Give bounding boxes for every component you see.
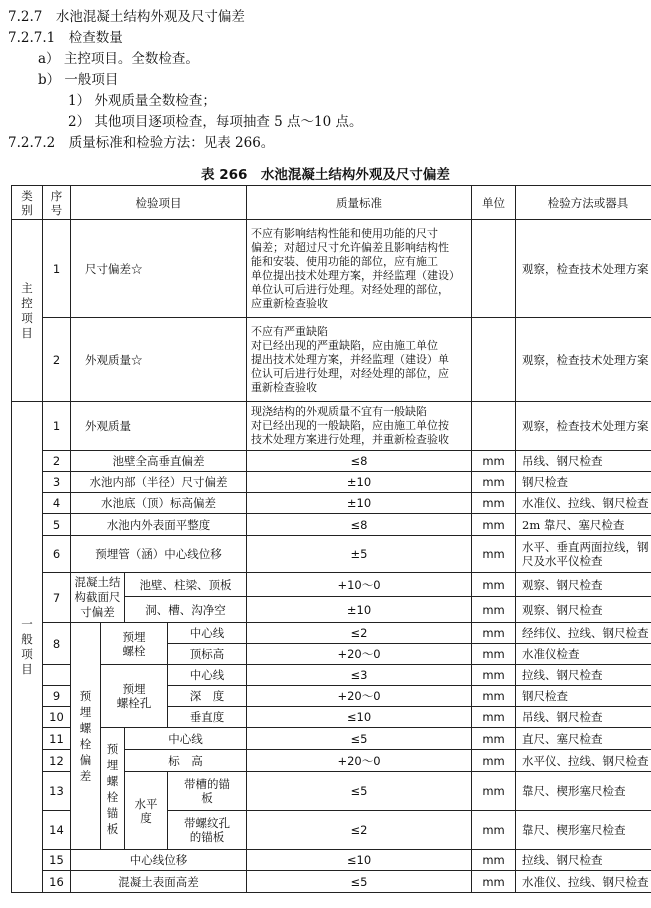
unit-cell: mm (472, 451, 516, 472)
method-cell: 吊线、钢尺检查 (516, 707, 651, 728)
table-row (12, 472, 651, 493)
unit-cell: mm (472, 686, 516, 707)
item-cell: 带槽的锚 板 (168, 772, 247, 811)
standard-cell: 不应有影响结构性能和使用功能的尺寸 偏差；对超过尺寸允许偏差且影响结构性 能和安装、使用功能的部位，应有施工 单位提出技术处理方案，并经监理（建设） 单位认可后进行处理。对经处理的部位， 应重新检查验收 (247, 220, 472, 318)
sub-group-cell: 预埋 螺栓孔 (101, 665, 168, 728)
method-cell: 水准仪、拉线、钢尺检查 (516, 493, 651, 514)
item-cell: 预埋管（涵）中心线位移 (71, 536, 247, 573)
method-cell: 2m 靠尺、塞尺检查 (516, 514, 651, 536)
item-cell: 外观质量 (71, 402, 247, 451)
seq-cell: 4 (43, 493, 71, 514)
standard-cell: 不应有严重缺陷 对已经出现的严重缺陷，应由施工单位 提出技术处理方案，并经监理（建设）单 位认可后进行处理，对经处理的部位，应 重新检查验收 (247, 318, 472, 402)
sub-group-level: 水平 度 (125, 772, 168, 850)
item-b2: 2） 其他项目逐项检查，每项抽查 5 点～10 点。 (68, 114, 363, 130)
standard-cell: ±10 (247, 472, 472, 493)
unit-cell: mm (472, 707, 516, 728)
seq-cell: 8 (43, 623, 71, 665)
seq-cell: 7 (43, 573, 71, 623)
table-row (12, 451, 651, 472)
method-cell: 观察，检查技术处理方案 (516, 318, 651, 402)
method-cell: 靠尺、楔形塞尺检查 (516, 772, 651, 811)
unit-cell: mm (472, 728, 516, 750)
category-main-control: 主 控 项 目 (12, 220, 43, 402)
seq-cell: 1 (43, 220, 71, 318)
unit-cell (472, 220, 516, 318)
sub-group-cell: 预埋 螺栓 锚板 (101, 728, 125, 850)
standard-cell: +20～0 (247, 644, 472, 665)
method-cell: 拉线、钢尺检查 (516, 850, 651, 871)
unit-cell: mm (472, 850, 516, 871)
group-embedded-bolt: 预 埋 螺 栓 偏 差 (71, 623, 101, 850)
standard-cell: ≤5 (247, 772, 472, 811)
unit-cell: mm (472, 871, 516, 893)
item-cell: 中心线 (168, 665, 247, 686)
unit-cell (472, 402, 516, 451)
table-row (12, 573, 651, 597)
seq-cell: 1 (43, 402, 71, 451)
seq-cell: 2 (43, 451, 71, 472)
item-cell: 混凝土表面高差 (71, 871, 247, 893)
table-row (12, 850, 651, 871)
method-cell: 靠尺、楔形塞尺检查 (516, 811, 651, 850)
standard-cell: ≤8 (247, 451, 472, 472)
method-cell: 拉线、钢尺检查 (516, 665, 651, 686)
category-general: 一 般 项 目 (12, 402, 43, 893)
method-cell: 观察，检查技术处理方案 (516, 402, 651, 451)
item-cell: 池壁全高垂直偏差 (71, 451, 247, 472)
seq-cell: 9 (43, 686, 71, 707)
standard-cell: ≤2 (247, 811, 472, 850)
standard-cell: +10～0 (247, 573, 472, 597)
item-cell: 带螺纹孔 的锚板 (168, 811, 247, 850)
sub-group-cell: 预埋 螺栓 (101, 623, 168, 665)
unit-cell: mm (472, 472, 516, 493)
unit-cell (472, 318, 516, 402)
table-header-row (12, 186, 651, 220)
unit-cell: mm (472, 536, 516, 573)
item-cell: 水池内部（半径）尺寸偏差 (71, 472, 247, 493)
method-cell: 观察，检查技术处理方案 (516, 220, 651, 318)
item-cell: 外观质量☆ (71, 318, 247, 402)
seq-cell: 10 (43, 707, 71, 728)
unit-cell: mm (472, 493, 516, 514)
header-unit: 单位 (472, 186, 516, 220)
seq-cell: 11 (43, 728, 71, 750)
header-seq: 序 号 (43, 186, 71, 220)
unit-cell: mm (472, 811, 516, 850)
method-cell: 观察、钢尺检查 (516, 597, 651, 623)
inspection-table (11, 185, 651, 893)
method-cell: 观察、钢尺检查 (516, 573, 651, 597)
table-row (12, 220, 651, 318)
standard-cell: ±10 (247, 597, 472, 623)
standard-cell: ≤8 (247, 514, 472, 536)
table-row (12, 514, 651, 536)
item-cell: 顶标高 (168, 644, 247, 665)
method-cell: 水平仪、拉线、钢尺检查 (516, 750, 651, 772)
standard-cell: ≤5 (247, 871, 472, 893)
item-b: b） 一般项目 (38, 72, 119, 88)
method-cell: 水平、垂直两面拉线，钢 尺及水平仪检查 (516, 536, 651, 573)
item-cell: 水池底（顶）标高偏差 (71, 493, 247, 514)
unit-cell: mm (472, 665, 516, 686)
standard-cell: ≤10 (247, 850, 472, 871)
item-b1: 1） 外观质量全数检查； (68, 93, 216, 109)
method-cell: 钢尺检查 (516, 686, 651, 707)
unit-cell: mm (472, 750, 516, 772)
item-cell: 深 度 (168, 686, 247, 707)
seq-cell: 3 (43, 472, 71, 493)
item-cell: 池壁、柱梁、顶板 (125, 573, 247, 597)
seq-cell: 15 (43, 850, 71, 871)
table-row (12, 871, 651, 893)
standard-cell: 现浇结构的外观质量不宜有一般缺陷 对已经出现的一般缺陷，应由施工单位按 技术处理方案进行处理，并重新检查验收 (247, 402, 472, 451)
header-method: 检验方法或器具 (516, 186, 651, 220)
seq-cell: 13 (43, 772, 71, 811)
item-cell: 洞、槽、沟净空 (125, 597, 247, 623)
table-row (12, 536, 651, 573)
item-a: a） 主控项目。全数检查。 (38, 51, 199, 67)
item-cell: 中心线位移 (71, 850, 247, 871)
unit-cell: mm (472, 644, 516, 665)
section-7-2-7-2-heading: 7.2.7.2 质量标准和检验方法：见表 266。 (8, 135, 275, 151)
standard-cell: ±10 (247, 493, 472, 514)
item-cell: 中心线 (168, 623, 247, 644)
seq-cell: 5 (43, 514, 71, 536)
standard-cell: ±5 (247, 536, 472, 573)
method-cell: 吊线、钢尺检查 (516, 451, 651, 472)
section-7-2-7-heading: 7.2.7 水池混凝土结构外观及尺寸偏差 (8, 9, 245, 25)
item-cell: 尺寸偏差☆ (71, 220, 247, 318)
seq-cell: 14 (43, 811, 71, 850)
item-cell: 中心线 (125, 728, 247, 750)
item-cell: 水池内外表面平整度 (71, 514, 247, 536)
table-caption: 表 266 水池混凝土结构外观及尺寸偏差 (201, 167, 450, 183)
standard-cell: ≤3 (247, 665, 472, 686)
standard-cell: ≤5 (247, 728, 472, 750)
standard-cell: ≤10 (247, 707, 472, 728)
unit-cell: mm (472, 623, 516, 644)
seq-cell: 16 (43, 871, 71, 893)
unit-cell: mm (472, 573, 516, 597)
table-row (12, 665, 651, 686)
seq-cell: 12 (43, 750, 71, 772)
unit-cell: mm (472, 597, 516, 623)
unit-cell: mm (472, 514, 516, 536)
method-cell: 直尺、塞尺检查 (516, 728, 651, 750)
header-standard: 质量标准 (247, 186, 472, 220)
table-row (12, 623, 651, 644)
standard-cell: +20～0 (247, 750, 472, 772)
seq-cell: 2 (43, 318, 71, 402)
unit-cell: mm (472, 772, 516, 811)
method-cell: 钢尺检查 (516, 472, 651, 493)
standard-cell: ≤2 (247, 623, 472, 644)
table-row (12, 728, 651, 750)
header-category: 类 别 (12, 186, 43, 220)
seq-cell (43, 665, 71, 686)
method-cell: 水准仪、拉线、钢尺检查 (516, 871, 651, 893)
table-row (12, 493, 651, 514)
table-row (12, 318, 651, 402)
table-row (12, 402, 651, 451)
item-cell: 标 高 (125, 750, 247, 772)
method-cell: 水准仪检查 (516, 644, 651, 665)
header-item: 检验项目 (71, 186, 247, 220)
method-cell: 经纬仪、拉线、钢尺检查 (516, 623, 651, 644)
group-cell: 混凝土结 构截面尺 寸偏差 (71, 573, 125, 623)
seq-cell: 6 (43, 536, 71, 573)
item-cell: 垂直度 (168, 707, 247, 728)
section-7-2-7-1-heading: 7.2.7.1 检查数量 (8, 30, 123, 46)
standard-cell: +20～0 (247, 686, 472, 707)
